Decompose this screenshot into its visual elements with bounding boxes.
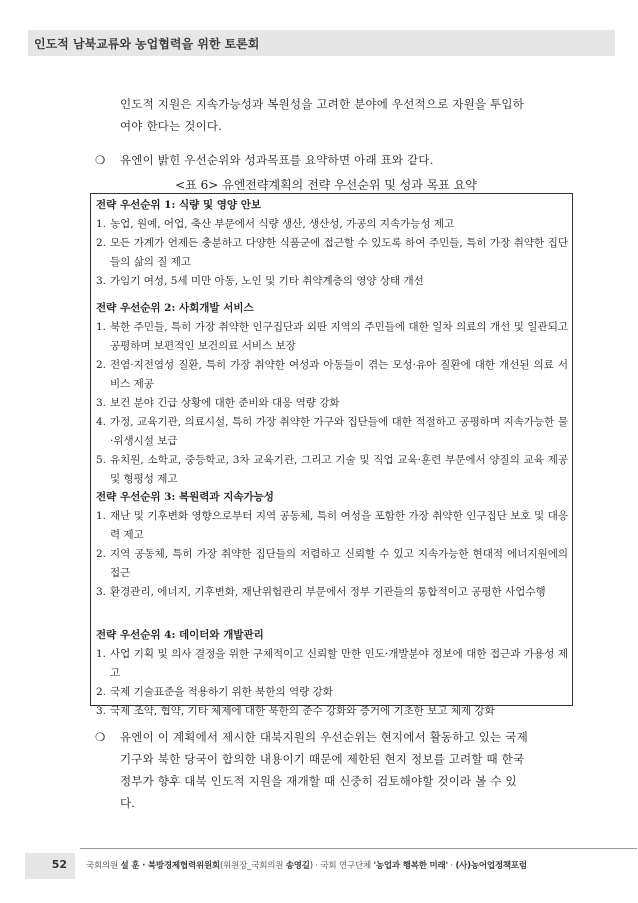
list-item: 2. 지역 공동체, 특히 가장 취약한 집단들의 저렴하고 신뢰할 수 있고 지속가능한 현대적 에너지원에의 접근 bbox=[96, 548, 568, 579]
priority-section-1 bbox=[96, 196, 568, 291]
footer-name-b: 송영길 bbox=[285, 861, 310, 871]
bullet-circle-icon: ❍ bbox=[95, 730, 106, 744]
list-item: 2. 국제 기술표준을 적용하기 위한 북한의 역량 강화 bbox=[96, 686, 333, 698]
bullet-2-line: 기구와 북한 당국이 합의한 내용이기 때문에 제한된 현지 정보를 고려할 때 한국 bbox=[120, 752, 525, 766]
list-item: 2. 모든 가계가 언제든 충분하고 다양한 식품군에 접근할 수 있도록 하여 주민들, 특히 가장 취약한 집단들의 삶의 질 제고 bbox=[96, 237, 568, 268]
intro-paragraph bbox=[120, 93, 560, 137]
bullet-circle-icon: ❍ bbox=[95, 153, 106, 167]
list-item: 3. 국제 조약, 협약, 기타 체제에 대한 북한의 준수 강화와 증거에 기초한 보고 체제 강화 bbox=[96, 705, 495, 717]
list-item: 1. 사업 기획 및 의사 결정을 위한 구체적이고 신뢰할 만한 인도·개발분야 정보에 대한 접근과 가용성 제고 bbox=[96, 648, 568, 679]
list-item: 2. 전염·지전염성 질환, 특히 가장 취약한 여성과 아동들이 겪는 모성·유아 질환에 대한 개선된 의료 서비스 제공 bbox=[96, 359, 568, 390]
section-title: 전략 우선순위 4: 데이터와 개발관리 bbox=[96, 629, 264, 641]
list-item: 1. 재난 및 기후변화 영향으로부터 지역 공동체, 특히 여성을 포함한 가장 취약한 인구집단 보호 및 대응력 제고 bbox=[96, 510, 568, 541]
list-item: 1. 농업, 원예, 어업, 축산 부문에서 식량 생산, 생산성, 가공의 지속가능성 제고 bbox=[96, 218, 455, 230]
list-item: 1. 북한 주민들, 특히 가장 취약한 인구집단과 외딴 지역의 주민들에 대한 일차 의료의 개선 및 일관되고 공평하며 보편적인 보건의료 서비스 보장 bbox=[96, 321, 568, 352]
list-item: 3. 환경관리, 에너지, 기후변화, 재난위험관리 부문에서 정부 기관들의 통합적이고 공평한 사업수행 bbox=[96, 586, 546, 598]
footer-group: '농업과 행복한 미래' bbox=[373, 861, 448, 871]
priority-section-3 bbox=[96, 488, 568, 602]
page-number: 52 bbox=[51, 858, 67, 871]
bullet-2-line: 유엔이 이 계획에서 제시한 대북지원의 우선순위는 현지에서 활동하고 있는 국제 bbox=[120, 730, 528, 744]
bullet-paragraph-1 bbox=[95, 149, 565, 171]
priority-section-2 bbox=[96, 299, 568, 489]
footer-credits: 국회의원 설 훈 · 북방경제협력위원회(위원장_국회의원 송영길) · 국회 연구단체 '농업과 행복한 미래' · (사)농어업정책포럼 bbox=[86, 861, 527, 871]
section-title: 전략 우선순위 2: 사회개발 서비스 bbox=[96, 302, 254, 314]
list-item: 5. 유치원, 소학교, 중등학교, 3차 교육기관, 그리고 기술 및 직업 교육·훈련 부문에서 양질의 교육 제공 및 형평성 제고 bbox=[96, 454, 568, 485]
footer-rule bbox=[80, 848, 637, 849]
footer-org: (사)농어업정책포럼 bbox=[455, 861, 527, 871]
bullet-2-line: 정부가 향후 대북 인도적 지원을 재개할 때 신중히 검토해야할 것이라 볼 수 있 bbox=[120, 774, 517, 788]
section-title: 전략 우선순위 3: 복원력과 지속가능성 bbox=[96, 491, 274, 503]
bullet-1-text: 유엔이 밝힌 우선순위와 성과목표를 요약하면 아래 표와 같다. bbox=[120, 153, 434, 167]
bullet-2-line: 다. bbox=[120, 796, 136, 810]
list-item: 4. 가정, 교육기관, 의료시설, 특히 가장 취약한 가구와 집단들에 대한 적절하고 공평하며 지속가능한 물·위생시설 보급 bbox=[96, 416, 568, 447]
running-header-title: 인도적 남북교류와 농업협력을 위한 토론회 bbox=[34, 37, 260, 51]
bullet-2-text bbox=[120, 726, 565, 814]
list-item: 3. 보건 분야 긴급 상황에 대한 준비와 대응 역량 강화 bbox=[96, 397, 340, 409]
section-title: 전략 우선순위 1: 식량 및 영양 안보 bbox=[96, 199, 261, 211]
intro-line-1: 인도적 지원은 지속가능성과 복원성을 고려한 분야에 우선적으로 자원을 투입하 bbox=[120, 97, 525, 111]
priority-section-4 bbox=[96, 626, 568, 721]
intro-line-2: 여야 한다는 것이다. bbox=[120, 119, 223, 133]
table-caption: <표 6> 유엔전략계획의 전략 우선순위 및 성과 목표 요약 bbox=[175, 178, 477, 192]
footer-name-a: 설 훈 bbox=[120, 861, 140, 871]
list-item: 3. 가임기 여성, 5세 미만 아동, 노인 및 기타 취약계층의 영양 상태 개선 bbox=[96, 275, 424, 287]
